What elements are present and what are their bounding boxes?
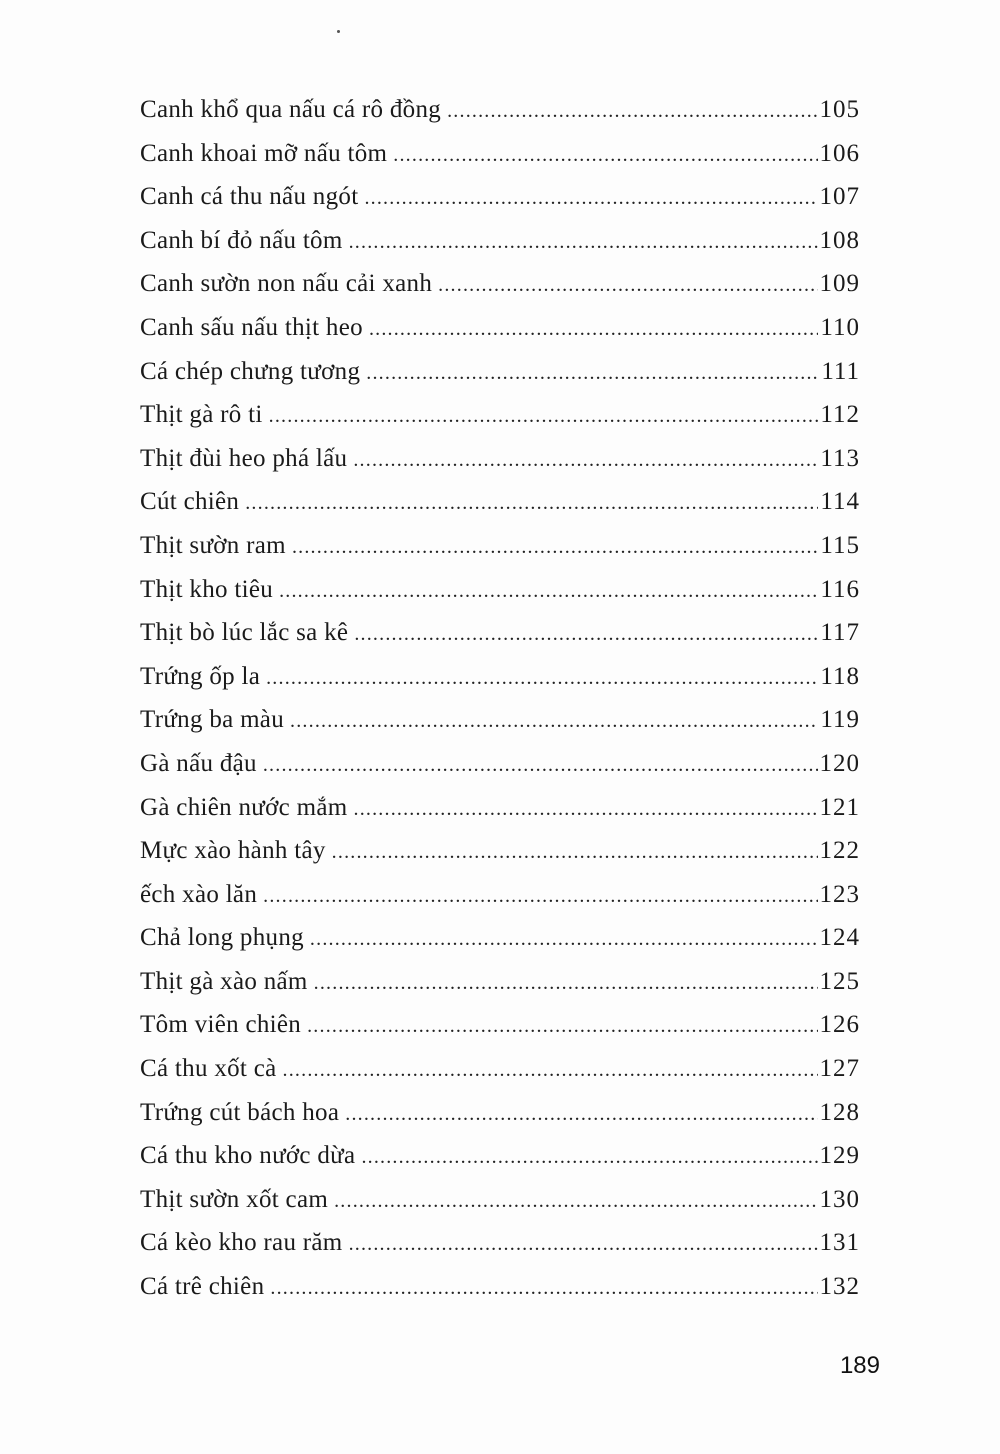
toc-entry-page: 128 xyxy=(819,1098,860,1126)
dot-leader xyxy=(314,972,818,995)
toc-entry-title: ếch xào lăn xyxy=(140,880,258,908)
toc-entry-page: 116 xyxy=(820,575,860,603)
toc-entry-page: 122 xyxy=(819,837,860,865)
dot-leader xyxy=(279,580,818,603)
toc-entry xyxy=(140,619,860,663)
toc-entry-title: Cút chiên xyxy=(140,488,240,516)
toc-entry-page: 123 xyxy=(819,880,860,908)
dot-leader xyxy=(263,754,818,777)
toc-entry xyxy=(140,750,860,794)
toc-entry xyxy=(140,1273,860,1317)
toc-entry xyxy=(140,837,860,881)
dot-leader xyxy=(369,318,818,341)
dot-leader xyxy=(283,1059,818,1082)
toc-entry-title: Thịt bò lúc lắc sa kê xyxy=(140,619,349,647)
toc-entry-title: Mực xào hành tây xyxy=(140,837,326,865)
toc-entry-title: Thịt gà rô ti xyxy=(140,401,263,429)
toc-entry-page: 126 xyxy=(819,1011,860,1039)
dot-leader xyxy=(334,1190,817,1213)
toc-entry-title: Canh sườn non nấu cải xanh xyxy=(140,270,433,298)
dot-leader xyxy=(366,362,819,385)
toc-entry xyxy=(140,96,860,140)
toc-entry-title: Trứng ba màu xyxy=(140,706,285,734)
toc-entry-page: 115 xyxy=(820,531,860,559)
toc-entry-title: Gà nấu đậu xyxy=(140,749,257,777)
toc-entry-page: 119 xyxy=(820,706,860,734)
dot-leader xyxy=(361,1146,817,1169)
toc-entry xyxy=(140,227,860,271)
toc-entry xyxy=(140,1011,860,1055)
toc-entry-title: Thịt sườn ram xyxy=(140,531,286,559)
page-number: 189 xyxy=(839,1352,880,1379)
toc-entry xyxy=(140,881,860,925)
toc-entry-page: 124 xyxy=(819,924,860,952)
toc-entry xyxy=(140,663,860,707)
dot-leader xyxy=(270,1277,817,1300)
toc-entry xyxy=(140,1229,860,1273)
toc-entry xyxy=(140,1099,860,1143)
toc-entry-title: Chả long phụng xyxy=(140,924,304,952)
toc-entry xyxy=(140,1186,860,1230)
toc-entry-title: Thịt gà xào nấm xyxy=(140,967,308,995)
dot-leader xyxy=(245,492,818,515)
toc-entry-title: Canh bí đỏ nấu tôm xyxy=(140,226,343,254)
toc-entry-page: 105 xyxy=(819,96,860,123)
dot-leader xyxy=(269,405,819,428)
toc-entry xyxy=(140,924,860,968)
toc-entry xyxy=(140,488,860,532)
toc-entry-title: Thịt đùi heo phá lấu xyxy=(140,444,348,472)
print-speck xyxy=(337,30,340,33)
dot-leader xyxy=(263,885,817,908)
dot-leader xyxy=(307,1015,817,1038)
dot-leader xyxy=(332,841,818,864)
toc-entry-title: Cá thu xốt cà xyxy=(140,1055,277,1083)
toc-entry-title: Cá chép chưng tương xyxy=(140,357,361,385)
dot-leader xyxy=(353,449,818,472)
toc-entry-title: Cá kèo kho rau răm xyxy=(140,1229,343,1257)
toc-entry xyxy=(140,968,860,1012)
dot-leader xyxy=(290,710,818,733)
toc-entry-page: 114 xyxy=(820,488,860,516)
toc-entry-page: 117 xyxy=(820,619,860,647)
toc-entry xyxy=(140,706,860,750)
toc-entry-page: 107 xyxy=(819,183,860,211)
toc-entry-page: 131 xyxy=(819,1229,860,1257)
toc-entry xyxy=(140,794,860,838)
toc-entry xyxy=(140,140,860,184)
toc-entry-title: Gà chiên nước mắm xyxy=(140,793,348,821)
toc-entry-page: 132 xyxy=(819,1273,860,1301)
dot-leader xyxy=(349,231,818,254)
toc-entry-title: Canh cá thu nấu ngót xyxy=(140,183,359,211)
dot-leader xyxy=(364,187,817,210)
toc-entry-title: Trứng ốp la xyxy=(140,662,261,690)
toc-entry-page: 110 xyxy=(820,313,860,341)
dot-leader xyxy=(354,798,818,821)
toc-entry xyxy=(140,1142,860,1186)
toc-entry-title: Tôm viên chiên xyxy=(140,1011,302,1039)
toc-entry-page: 112 xyxy=(820,401,860,429)
toc-entry-title: Trứng cút bách hoa xyxy=(140,1098,340,1126)
toc-entry-page: 108 xyxy=(819,226,860,254)
toc-entry xyxy=(140,445,860,489)
toc-entry xyxy=(140,270,860,314)
table-of-contents xyxy=(140,96,860,1317)
dot-leader xyxy=(310,928,818,951)
toc-entry-title: Thịt kho tiêu xyxy=(140,575,274,603)
toc-entry-title: Canh sấu nấu thịt heo xyxy=(140,313,363,341)
toc-entry-page: 129 xyxy=(819,1142,860,1170)
toc-entry xyxy=(140,314,860,358)
dot-leader xyxy=(345,1103,817,1126)
toc-entry-page: 130 xyxy=(819,1185,860,1213)
dot-leader xyxy=(349,1233,818,1256)
dot-leader xyxy=(447,100,817,123)
toc-entry-page: 127 xyxy=(819,1055,860,1083)
toc-entry-page: 109 xyxy=(819,270,860,298)
dot-leader xyxy=(292,536,818,559)
toc-entry xyxy=(140,532,860,576)
toc-entry-title: Thịt sườn xốt cam xyxy=(140,1185,329,1213)
toc-entry-page: 111 xyxy=(821,357,860,385)
dot-leader xyxy=(438,274,817,297)
toc-entry-page: 125 xyxy=(819,967,860,995)
toc-entry-page: 118 xyxy=(820,662,860,690)
toc-entry xyxy=(140,576,860,620)
toc-entry-title: Cá thu kho nước dừa xyxy=(140,1142,356,1170)
toc-entry-page: 121 xyxy=(819,793,860,821)
toc-entry xyxy=(140,183,860,227)
toc-entry xyxy=(140,1055,860,1099)
toc-entry xyxy=(140,401,860,445)
toc-entry-title: Canh khoai mỡ nấu tôm xyxy=(140,139,388,167)
toc-entry-title: Canh khổ qua nấu cá rô đồng xyxy=(140,96,442,123)
dot-leader xyxy=(266,667,818,690)
dot-leader xyxy=(393,144,817,167)
toc-entry xyxy=(140,358,860,402)
dot-leader xyxy=(354,623,818,646)
toc-entry-page: 113 xyxy=(820,444,860,472)
toc-entry-title: Cá trê chiên xyxy=(140,1273,265,1301)
toc-entry-page: 106 xyxy=(819,139,860,167)
toc-entry-page: 120 xyxy=(819,749,860,777)
